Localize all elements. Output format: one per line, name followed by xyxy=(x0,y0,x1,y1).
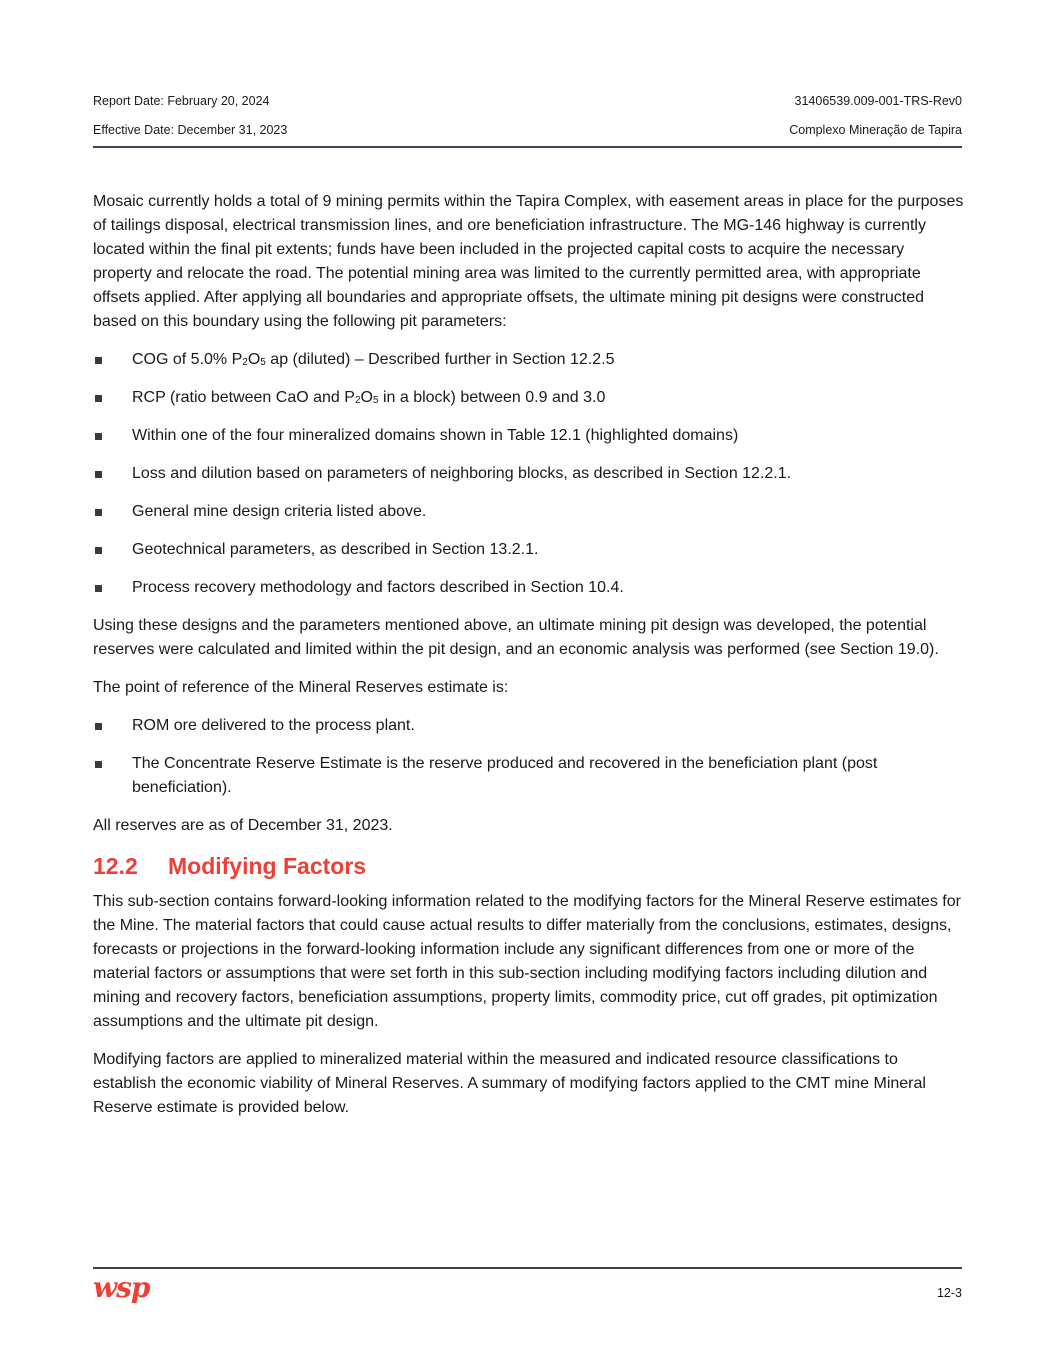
report-id: 31406539.009-001-TRS-Rev0 xyxy=(794,94,962,108)
square-bullet-icon xyxy=(95,509,102,516)
section-number: 12.2 xyxy=(93,853,138,879)
list-item: Within one of the four mineralized domains shown in Table 12.1 (highlighted domains) xyxy=(93,424,965,448)
square-bullet-icon xyxy=(95,471,102,478)
page-body xyxy=(93,190,965,1134)
header-row-2 xyxy=(93,123,962,137)
reference-list xyxy=(93,714,965,800)
section-paragraph-2: Modifying factors are applied to mineralized material within the measured and indicated resource classifications to establish the economic viability of Mineral Reserves. A summary of modifying factors applied to the CMT mine Mineral Reserve estimate is provided below. xyxy=(93,1051,926,1116)
pit-parameters-list xyxy=(93,348,965,600)
footer-divider xyxy=(93,1267,962,1269)
list-item: The Concentrate Reserve Estimate is the reserve produced and recovered in the beneficiation plant (post beneficiation). xyxy=(93,752,965,800)
intro-paragraph: Mosaic currently holds a total of 9 mining permits within the Tapira Complex, with easement areas in place for the purposes of tailings disposal, electrical transmission lines, and ore beneficiation infrastructure. The MG-146 highway is currently located within the final pit extents; funds have been included in the projected capital costs to acquire the necessary property and relocate the road. The potential mining area was limited to the currently permitted area, with appropriate offsets applied. After applying all boundaries and appropriate offsets, the ultimate mining pit designs were constructed based on this boundary using the following pit parameters: xyxy=(93,193,964,330)
report-date: Report Date: February 20, 2024 xyxy=(93,94,270,108)
reference-intro: The point of reference of the Mineral Reserves estimate is: xyxy=(93,679,509,696)
list-item: Geotechnical parameters, as described in Section 13.2.1. xyxy=(93,538,965,562)
square-bullet-icon xyxy=(95,357,102,364)
list-item: RCP (ratio between CaO and $P_2O_5$ in a block) between 0.9 and 3.0 xyxy=(93,386,965,410)
header-row-1 xyxy=(93,94,962,108)
designs-paragraph: Using these designs and the parameters mentioned above, an ultimate mining pit design was developed, the potential reserves were calculated and limited within the pit design, and an economic analysis was performed (see Section 19.0). xyxy=(93,617,939,658)
effective-date: Effective Date: December 31, 2023 xyxy=(93,123,288,137)
list-item: General mine design criteria listed above. xyxy=(93,500,965,524)
logo-wordmark: wsp xyxy=(93,1275,150,1304)
list-item: Loss and dilution based on parameters of neighboring blocks, as described in Section 12.2.1. xyxy=(93,462,965,486)
section-paragraph-1: This sub-section contains forward-looking information related to the modifying factors for the Mineral Reserve estimates for the Mine. The material factors that could cause actual results to differ materially from the conclusions, estimates, designs, forecasts or projections in the forward-looking information include any significant differences from one or more of the material factors or assumptions that were set forth in this sub-section including modifying factors including dilution and mining and recovery factors, beneficiation assumptions, property limits, commodity price, cut off grades, pit optimization assumptions and the ultimate pit design. xyxy=(93,893,961,1030)
page-number: 12-3 xyxy=(936,1286,962,1300)
section-heading xyxy=(93,852,965,880)
square-bullet-icon xyxy=(95,547,102,554)
square-bullet-icon xyxy=(95,723,102,730)
project-name: Complexo Mineração de Tapira xyxy=(789,123,962,137)
reserves-date: All reserves are as of December 31, 2023. xyxy=(93,817,393,834)
header-divider xyxy=(93,146,962,148)
square-bullet-icon xyxy=(95,433,102,440)
square-bullet-icon xyxy=(95,585,102,592)
list-item: COG of 5.0% $P_2O_5$ ap (diluted) – Described further in Section 12.2.5 xyxy=(93,348,965,372)
square-bullet-icon xyxy=(95,395,102,402)
list-item: Process recovery methodology and factors described in Section 10.4. xyxy=(93,576,965,600)
list-item: ROM ore delivered to the process plant. xyxy=(93,714,965,738)
wsp-logo xyxy=(93,1275,157,1309)
section-title: Modifying Factors xyxy=(168,853,367,879)
square-bullet-icon xyxy=(95,761,102,768)
